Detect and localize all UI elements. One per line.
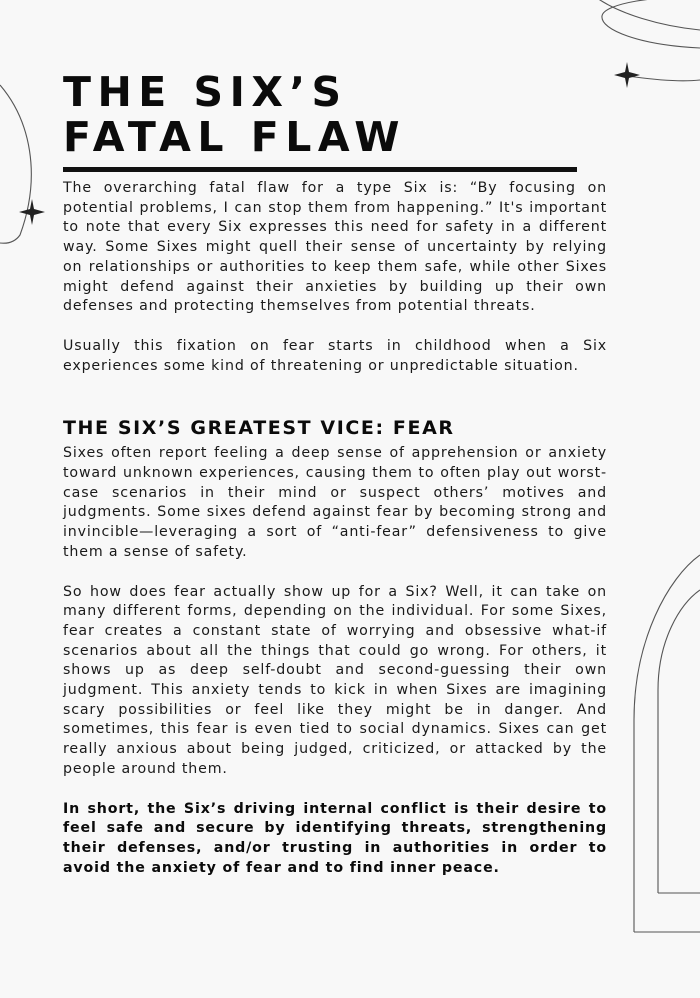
top-right-orbit-line-2	[597, 0, 700, 30]
fear-forms-paragraph: So how does fear actually show up for a Six? Well, it can take on many different forms, depending on the individual. For some Sixes, fear creates a constant state of worrying and obsessive what-if scenarios about all the things that could go wrong. For others, it shows up as deep self-doubt and second-guessing their own judgment. This anxiety tends to kick in when Sixes are imagining scary possibilities or feel like they might be in danger. And sometimes, this fear is even tied to social dynamics. Sixes can get really anxious about being judged, criticized, or attacked by the people around them.	[63, 583, 607, 777]
right-arch-outer	[634, 555, 700, 932]
left-sparkle-icon	[19, 199, 45, 225]
paragraph-spacer	[63, 563, 607, 583]
document-content	[63, 70, 607, 878]
page-title-line-2: FATAL FLAW	[63, 113, 407, 161]
page-title-line-1: THE SIX’S	[63, 68, 348, 116]
top-right-sparkle-icon	[614, 62, 640, 88]
fear-paragraph: Sixes often report feeling a deep sense of apprehension or anxiety toward unknown experiences, causing them to often play out worst-case scenarios in their mind or suspect others’ motives and judgments. Some sixes defend against fear by becoming strong and invincible—leveraging a sort of “anti-fear” defensiveness to give them a sense of safety.	[63, 445, 607, 560]
intro-paragraph: The overarching fatal flaw for a type Six is: “By focusing on potential problems, I can stop them from happening.” It's important to note that every Six expresses this need for safety in a different way. Some Sixes might quell their sense of uncertainty by relying on relationships or authorities to keep them safe, while other Sixes might defend against their anxieties by building up their own defenses and protecting themselves from potential threats.	[63, 180, 607, 315]
paragraph-spacer	[63, 317, 607, 337]
top-right-orbit-line	[602, 0, 700, 48]
conclusion-paragraph: In short, the Six’s driving internal conflict is their desire to feel safe and secure by identifying threats, strengthening their defenses, and/or trusting in authorities in order to avoid the anxiety of fear and to find inner peace.	[63, 800, 607, 876]
section-heading: THE SIX’S GREATEST VICE: FEAR	[63, 417, 455, 440]
paragraph-spacer	[63, 780, 607, 800]
left-orbit-line	[0, 85, 31, 243]
top-right-orbit-line-3	[628, 76, 700, 81]
childhood-paragraph: Usually this fixation on fear starts in childhood when a Six experiences some kind of threatening or unpredictable situation.	[63, 337, 607, 374]
page-title	[63, 70, 607, 160]
title-underline	[63, 167, 577, 172]
right-arch-inner	[658, 590, 700, 893]
